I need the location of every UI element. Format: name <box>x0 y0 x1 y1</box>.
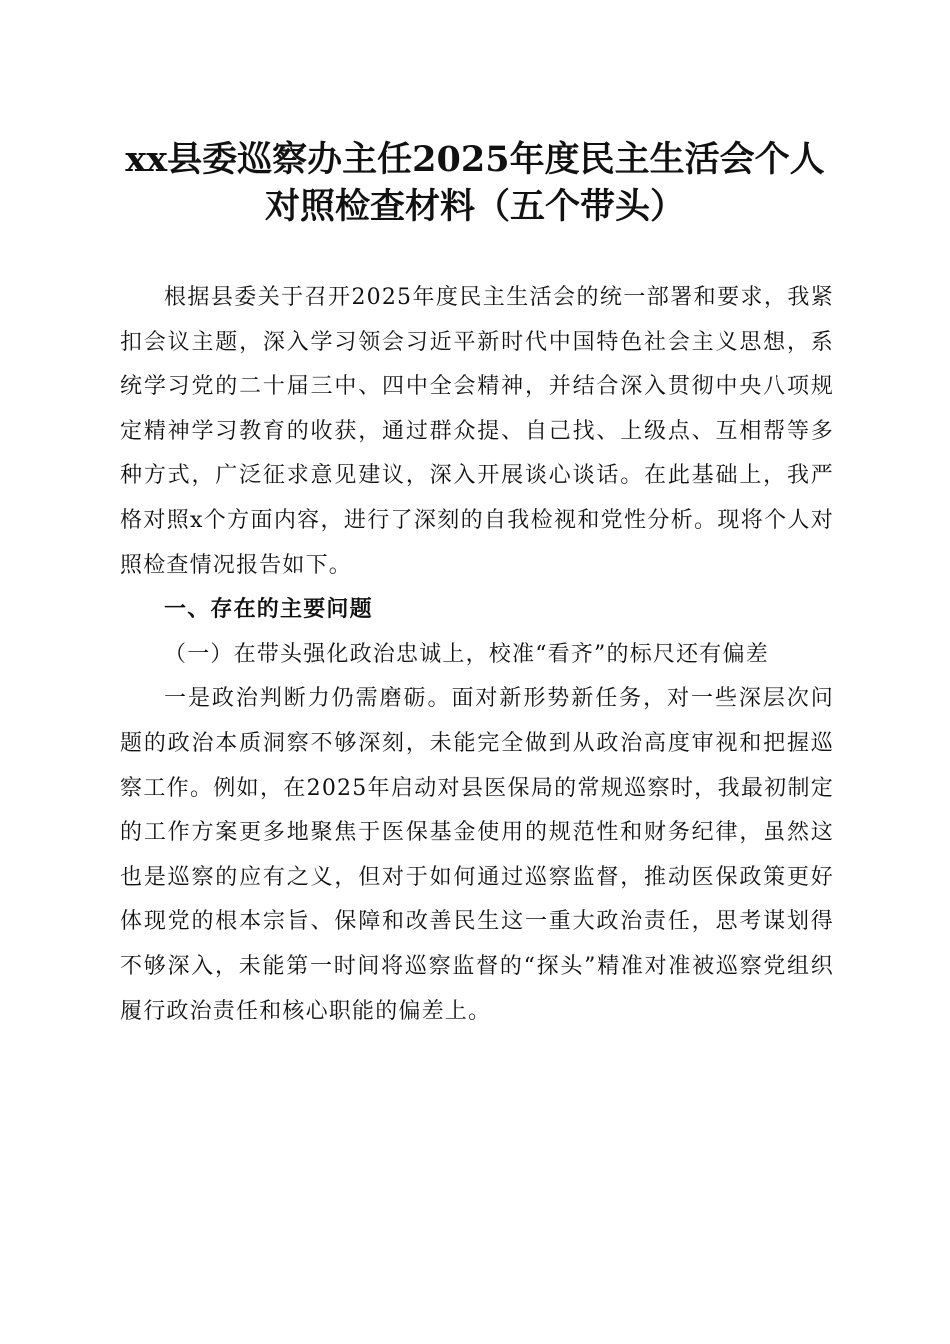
title-line-2: 对照检查材料（五个带头） <box>264 186 685 227</box>
document-title <box>100 136 850 230</box>
point-paragraph <box>120 677 834 1034</box>
point-lead: 一是政治判断力仍需磨砺。 <box>164 686 452 712</box>
subsection-heading: （一）在带头强化政治忠诚上，校准“看齐”的标尺还有偏差 <box>164 641 769 667</box>
point-body: 面对新形势新任务，对一些深层次问题的政治本质洞察不够深刻，未能完全做到从政治高度审视和把握巡察工作。例如，在2025年启动对县医保局的常规巡察时，我最初制定的工作方案更多地聚焦于医保基金使用的规范性和财务纪律，虽然这也是巡察的应有之义，但对于如何通过巡察监督，推动医保政策更好体现党的根本宗旨、保障和改善民生这一重大政治责任，思考谋划得不够深入，未能第一时间将巡察监督的“探头”精准对准被巡察党组织履行政治责任和核心职能的偏差上。 <box>120 686 834 1024</box>
section-heading: 一、存在的主要问题 <box>164 597 373 623</box>
title-line-1: xx县委巡察办主任2025年度民主生活会个人 <box>125 139 825 180</box>
intro-paragraph: 根据县委关于召开2025年度民主生活会的统一部署和要求，我紧扣会议主题，深入学习领会习近平新时代中国特色社会主义思想，系统学习党的二十届三中、四中全会精神，并结合深入贯彻中央八项规定精神学习教育的收获，通过群众提、自己找、上级点、互相帮等多种方式，广泛征求意见建议，深入开展谈心谈话。在此基础上，我严格对照x个方面内容，进行了深刻的自我检视和党性分析。现将个人对照检查情况报告如下。 <box>120 285 834 578</box>
document-body <box>120 276 834 1034</box>
